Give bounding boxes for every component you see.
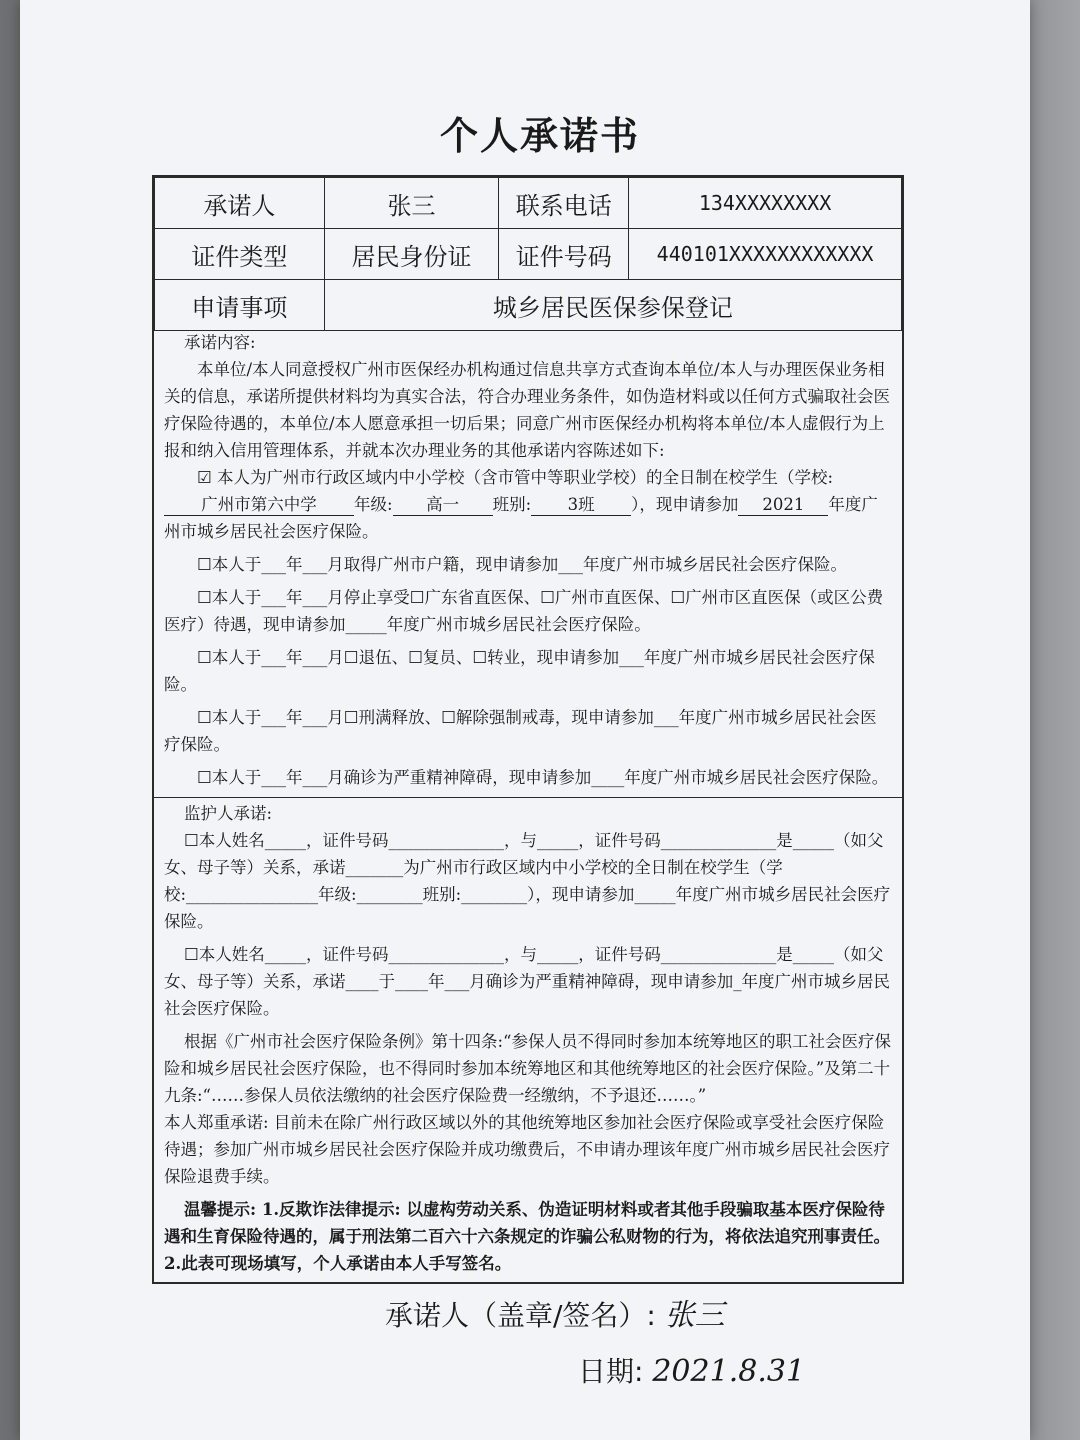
option-mental: ☐本人于___年___月确诊为严重精神障碍，现申请参加____年度广州市城乡居民社会医疗保险。 — [197, 768, 889, 787]
option-student — [154, 464, 902, 545]
table-row — [155, 178, 902, 229]
field-class: 3班 — [531, 495, 631, 516]
label-id-number: 证件号码 — [499, 229, 629, 280]
header-table — [154, 177, 902, 331]
solemn-promise: 本人郑重承诺: 目前未在除广州行政区域以外的其他统筹地区参加社会医疗保险或享受社会医疗保险待遇；参加广州市城乡居民社会医疗保险并成功缴费后，不申请办理该年度广州市城乡居民社会医疗保险退费手续。 — [164, 1113, 890, 1186]
content-heading: 承诺内容: — [184, 333, 256, 352]
label-phone: 联系电话 — [499, 178, 629, 229]
option-veteran: ☐本人于___年___月☐退伍、☐复员、☐转业，现申请参加___年度广州市城乡居民社会医疗保险。 — [164, 648, 875, 694]
signature-handwritten: 张三 — [664, 1298, 725, 1333]
option-student-text: ☑ 本人为广州市行政区域内中小学校（含市管中等职业学校）的全日制在校学生（学校: — [197, 468, 834, 487]
guardian-option-student: ☐本人姓名_____，证件号码______________，与_____，证件号码______________是_____（如父女、母子等）关系，承诺_______为广州市行政区域内中小学校的全日制在校学生（学校:________________年级:________班别:________），现申请参加_____年度广州市城乡居民社会医疗保险。 — [164, 831, 891, 931]
promise-content — [154, 329, 902, 1277]
value-promisor: 张三 — [324, 178, 499, 229]
divider — [154, 797, 902, 798]
label-id-type: 证件类型 — [155, 229, 325, 280]
signature-line — [385, 1290, 725, 1334]
value-application: 城乡居民医保参保登记 — [324, 280, 901, 331]
field-grade: 高一 — [393, 495, 493, 516]
warm-tips: 温馨提示: 1.反欺诈法律提示: 以虚构劳动关系、伪造证明材料或者其他手段骗取基本医疗保险待遇和生育保险待遇的，属于刑法第二百六十六条规定的诈骗公私财物的行为，将依法追究刑事责任。2.此表可现场填写，个人承诺由本人手写签名。 — [164, 1200, 890, 1273]
value-id-type: 居民身份证 — [324, 229, 499, 280]
table-row — [155, 280, 902, 331]
date-handwritten: 2021.8.31 — [652, 1354, 806, 1389]
option-student-end: 年度广州市城乡居民社会医疗保险。 — [164, 495, 878, 541]
apply-text: ），现申请参加 — [631, 495, 739, 514]
content-paragraph: 本单位/本人同意授权广州市医保经办机构通过信息共享方式查询本单位/本人与办理医保业务相关的信息，承诺所提供材料均为真实合法，符合办理业务条件，如伪造材料或以任何方式骗取社会医疗保险待遇的，本单位/本人愿意承担一切后果；同意广州市医保经办机构将本单位/本人虚假行为上报和纳入信用管理体系，并就本次办理业务的其他承诺内容陈述如下: — [164, 360, 890, 460]
label-application: 申请事项 — [155, 280, 325, 331]
option-release: ☐本人于___年___月☐刑满释放、☐解除强制戒毒，现申请参加___年度广州市城乡居民社会医疗保险。 — [164, 708, 877, 754]
legal-citation: 根据《广州市社会医疗保险条例》第十四条:“参保人员不得同时参加本统筹地区的职工社会医疗保险和城乡居民社会医疗保险，也不得同时参加本统筹地区和其他统筹地区的社会医疗保险。”及第二十九条:“……参保人员依法缴纳的社会医疗保险费一经缴纳，不予退还……。” — [164, 1032, 891, 1105]
date-label: 日期: — [578, 1355, 644, 1388]
label-promisor: 承诺人 — [155, 178, 325, 229]
form-frame — [152, 175, 904, 1284]
table-row — [155, 229, 902, 280]
value-phone: 134XXXXXXXX — [629, 178, 902, 229]
document-title: 个人承诺书 — [439, 113, 640, 158]
option-household: ☐本人于___年___月取得广州市户籍，现申请参加___年度广州市城乡居民社会医疗保险。 — [197, 555, 848, 574]
grade-label: 年级: — [354, 495, 393, 514]
signature-label: 承诺人（盖章/签名）: — [385, 1299, 656, 1332]
guardian-option-mental: ☐本人姓名_____，证件号码______________，与_____，证件号码______________是_____（如父女、母子等）关系，承诺____于____年___月确诊为严重精神障碍，现申请参加_年度广州市城乡居民社会医疗保险。 — [164, 945, 890, 1018]
guardian-heading: 监护人承诺: — [184, 804, 273, 823]
class-label: 班别: — [492, 495, 532, 514]
field-school: 广州市第六中学 — [164, 495, 354, 516]
option-stop-insurance: ☐本人于___年___月停止享受☐广东省直医保、☐广州市直医保、☐广州市区直医保（或区公费医疗）待遇，现申请参加_____年度广州市城乡居民社会医疗保险。 — [164, 588, 884, 634]
field-year: 2021 — [738, 495, 828, 516]
value-id-number: 440101XXXXXXXXXXXX — [629, 229, 902, 280]
date-line — [578, 1350, 805, 1390]
